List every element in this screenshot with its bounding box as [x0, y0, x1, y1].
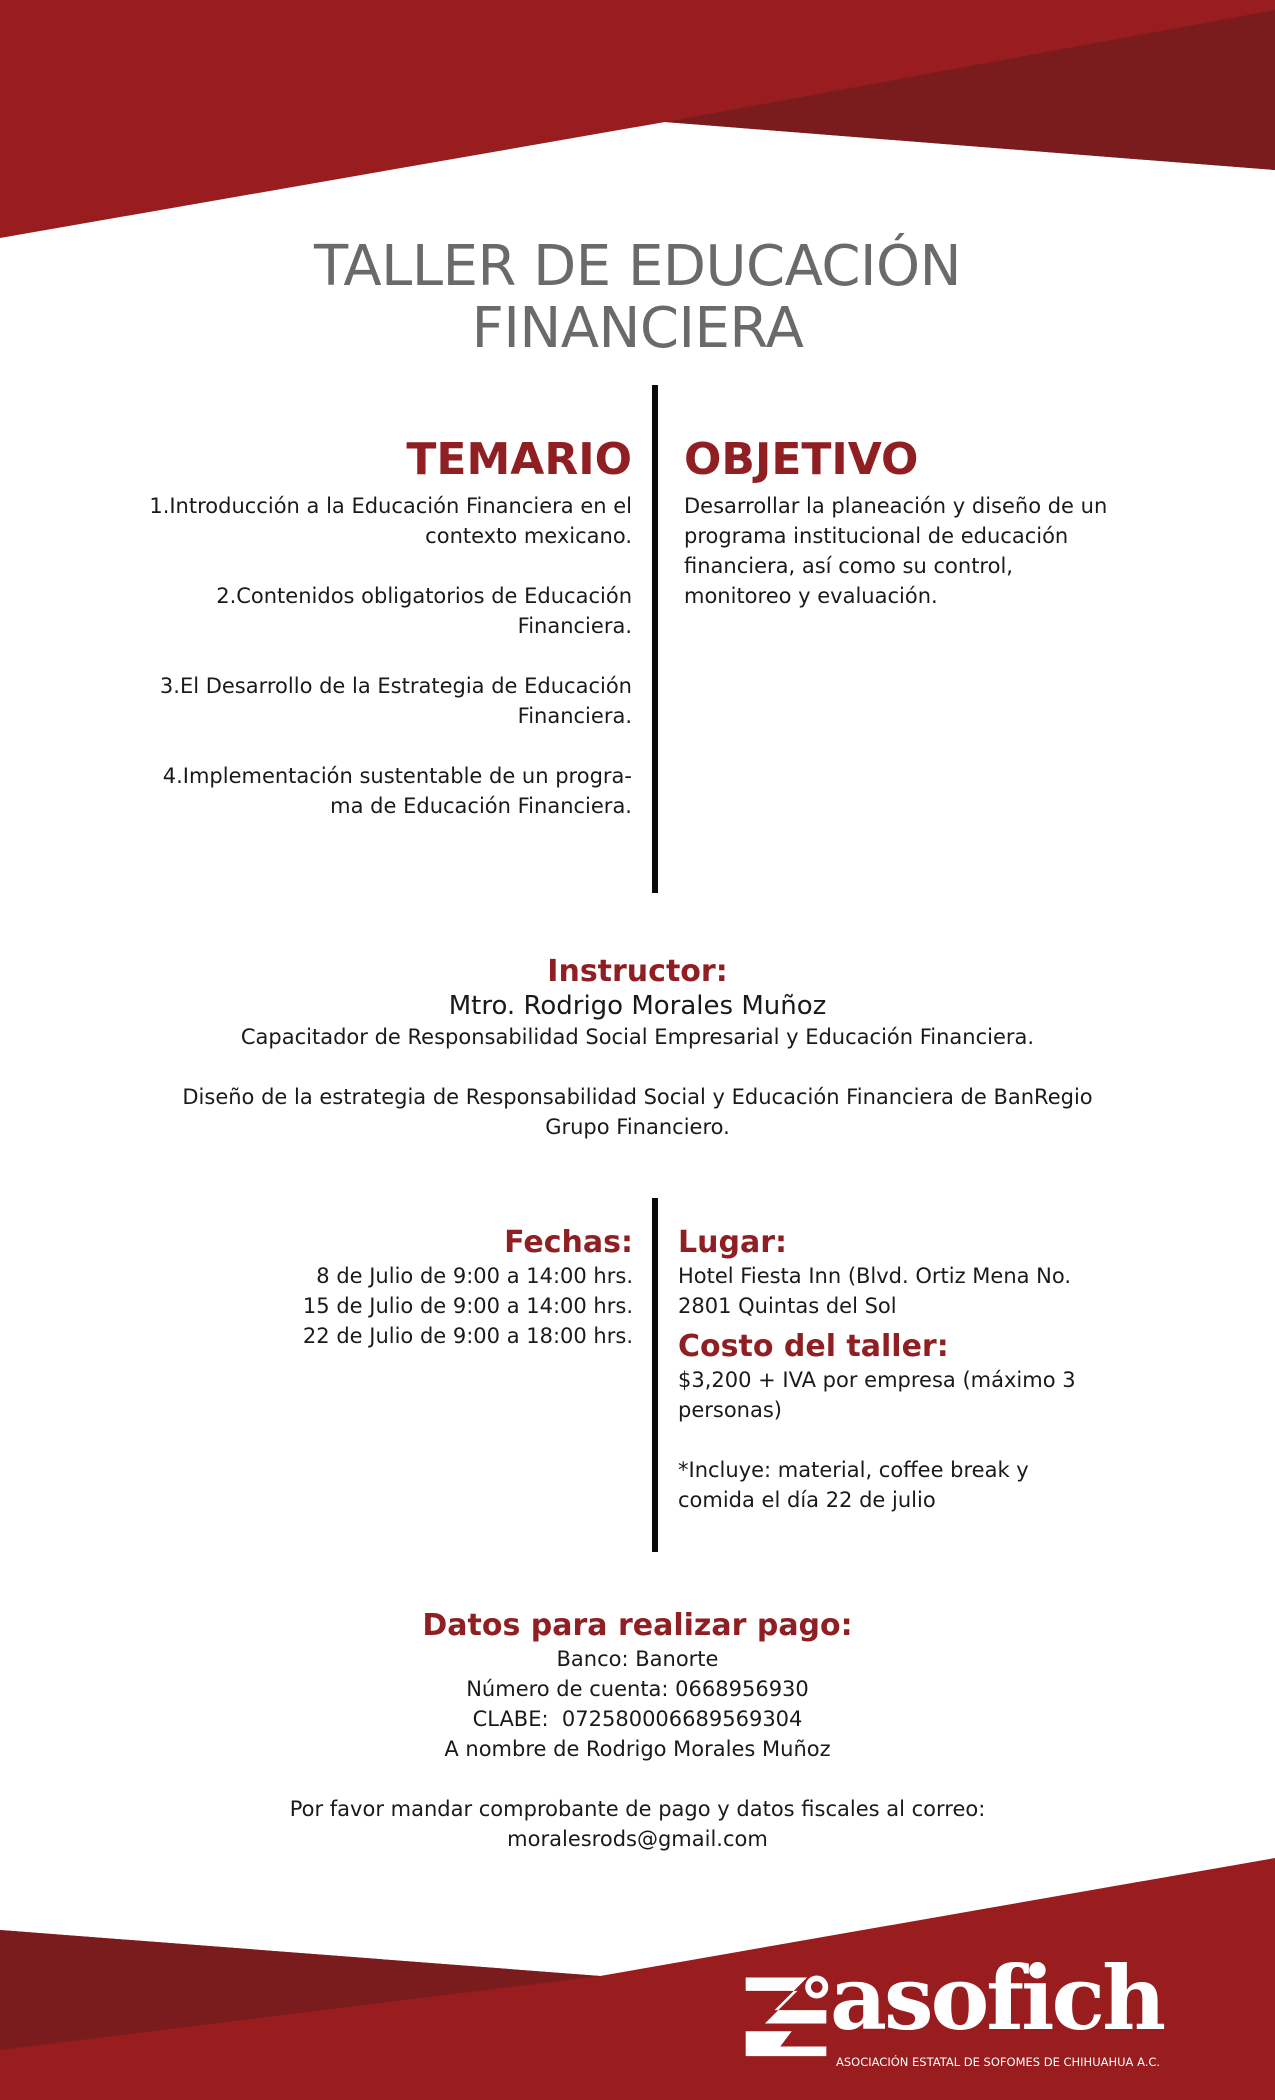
fecha-item: 22 de Julio de 9:00 a 18:00 hrs. — [302, 1324, 633, 1348]
pago-clabe: CLABE: 072580006689569304 — [472, 1707, 803, 1731]
instructor-design-line: Grupo Financiero. — [545, 1115, 730, 1139]
temario-list — [120, 491, 632, 821]
instructor-design-line: Diseño de la estrategia de Responsabilidad Social y Educación Financiera de BanRegio — [182, 1085, 1093, 1109]
temario-item-line: contexto mexicano. — [425, 524, 632, 548]
temario-item-line: 2.Contenidos obligatorios de Educación — [216, 584, 632, 608]
temario-item — [120, 671, 632, 731]
title-line-2: FINANCIERA — [471, 296, 804, 361]
objetivo-section — [684, 435, 1124, 611]
costo-includes-line: *Incluye: material, coffee break y — [678, 1458, 1029, 1482]
logo-wordmark: asofich — [830, 1946, 1164, 2050]
costo-price — [678, 1365, 1128, 1425]
asofich-logo — [738, 1946, 1258, 2082]
temario-item-line: Financiera. — [517, 704, 632, 728]
instructor-design — [80, 1082, 1195, 1142]
costo-line: $3,200 + IVA por empresa (máximo 3 — [678, 1368, 1076, 1392]
vertical-divider-bottom — [652, 1198, 658, 1552]
temario-item-line: 1.Introducción a la Educación Financiera en el — [149, 494, 632, 518]
lugar-heading: Lugar: — [678, 1225, 787, 1260]
temario-item — [120, 491, 632, 551]
instructor-name: Mtro. Rodrigo Morales Muñoz — [448, 991, 827, 1021]
fecha-item: 8 de Julio de 9:00 a 14:00 hrs. — [316, 1264, 633, 1288]
temario-item-line: Financiera. — [517, 614, 632, 638]
pago-holder: A nombre de Rodrigo Morales Muñoz — [444, 1737, 831, 1761]
costo-line: personas) — [678, 1398, 782, 1422]
temario-item — [120, 581, 632, 641]
logo-emblem-icon — [738, 1964, 834, 2060]
objetivo-line: monitoreo y evaluación. — [684, 584, 938, 608]
objetivo-line: financiera, así como su control, — [684, 554, 1013, 578]
lugar-line: Hotel Fiesta Inn (Blvd. Ortiz Mena No. — [678, 1264, 1072, 1288]
vertical-divider-top — [652, 385, 658, 893]
page-title — [0, 236, 1275, 360]
logo-tagline: ASOCIACIÓN ESTATAL DE SOFOMES DE CHIHUAHUA A.C. — [836, 2055, 1161, 2069]
lugar-costo-section — [678, 1225, 1128, 1515]
temario-heading: TEMARIO — [406, 434, 632, 485]
fechas-section — [180, 1225, 633, 1351]
title-line-1: TALLER DE EDUCACIÓN — [314, 234, 961, 299]
pago-bank: Banco: Banorte — [556, 1647, 719, 1671]
temario-item-line: ma de Educación Financiera. — [330, 794, 632, 818]
temario-item — [120, 761, 632, 821]
lugar-line: 2801 Quintas del Sol — [678, 1294, 897, 1318]
costo-includes-line: comida el día 22 de julio — [678, 1488, 936, 1512]
temario-section — [120, 435, 632, 851]
instructor-heading: Instructor: — [547, 954, 728, 989]
objetivo-heading: OBJETIVO — [684, 434, 919, 485]
pago-email[interactable]: moralesrods@gmail.com — [507, 1827, 768, 1851]
objetivo-line: programa institucional de educación — [684, 524, 1069, 548]
lugar-address — [678, 1261, 1128, 1321]
instructor-section — [80, 954, 1195, 1142]
fecha-item: 15 de Julio de 9:00 a 14:00 hrs. — [302, 1294, 633, 1318]
costo-heading: Costo del taller: — [678, 1329, 949, 1364]
fechas-list — [180, 1261, 633, 1351]
objetivo-text — [684, 491, 1124, 611]
objetivo-line: Desarrollar la planeación y diseño de un — [684, 494, 1108, 518]
pago-heading: Datos para realizar pago: — [422, 1608, 853, 1643]
temario-item-line: 4.Implementación sustentable de un progra- — [162, 764, 632, 788]
costo-includes — [678, 1455, 1128, 1515]
pago-section — [80, 1608, 1195, 1854]
pago-note: Por favor mandar comprobante de pago y datos fiscales al correo: — [289, 1797, 986, 1821]
fechas-heading: Fechas: — [504, 1225, 633, 1260]
pago-account: Número de cuenta: 0668956930 — [466, 1677, 809, 1701]
instructor-role: Capacitador de Responsabilidad Social Empresarial y Educación Financiera. — [240, 1025, 1035, 1049]
temario-item-line: 3.El Desarrollo de la Estrategia de Educación — [159, 674, 632, 698]
